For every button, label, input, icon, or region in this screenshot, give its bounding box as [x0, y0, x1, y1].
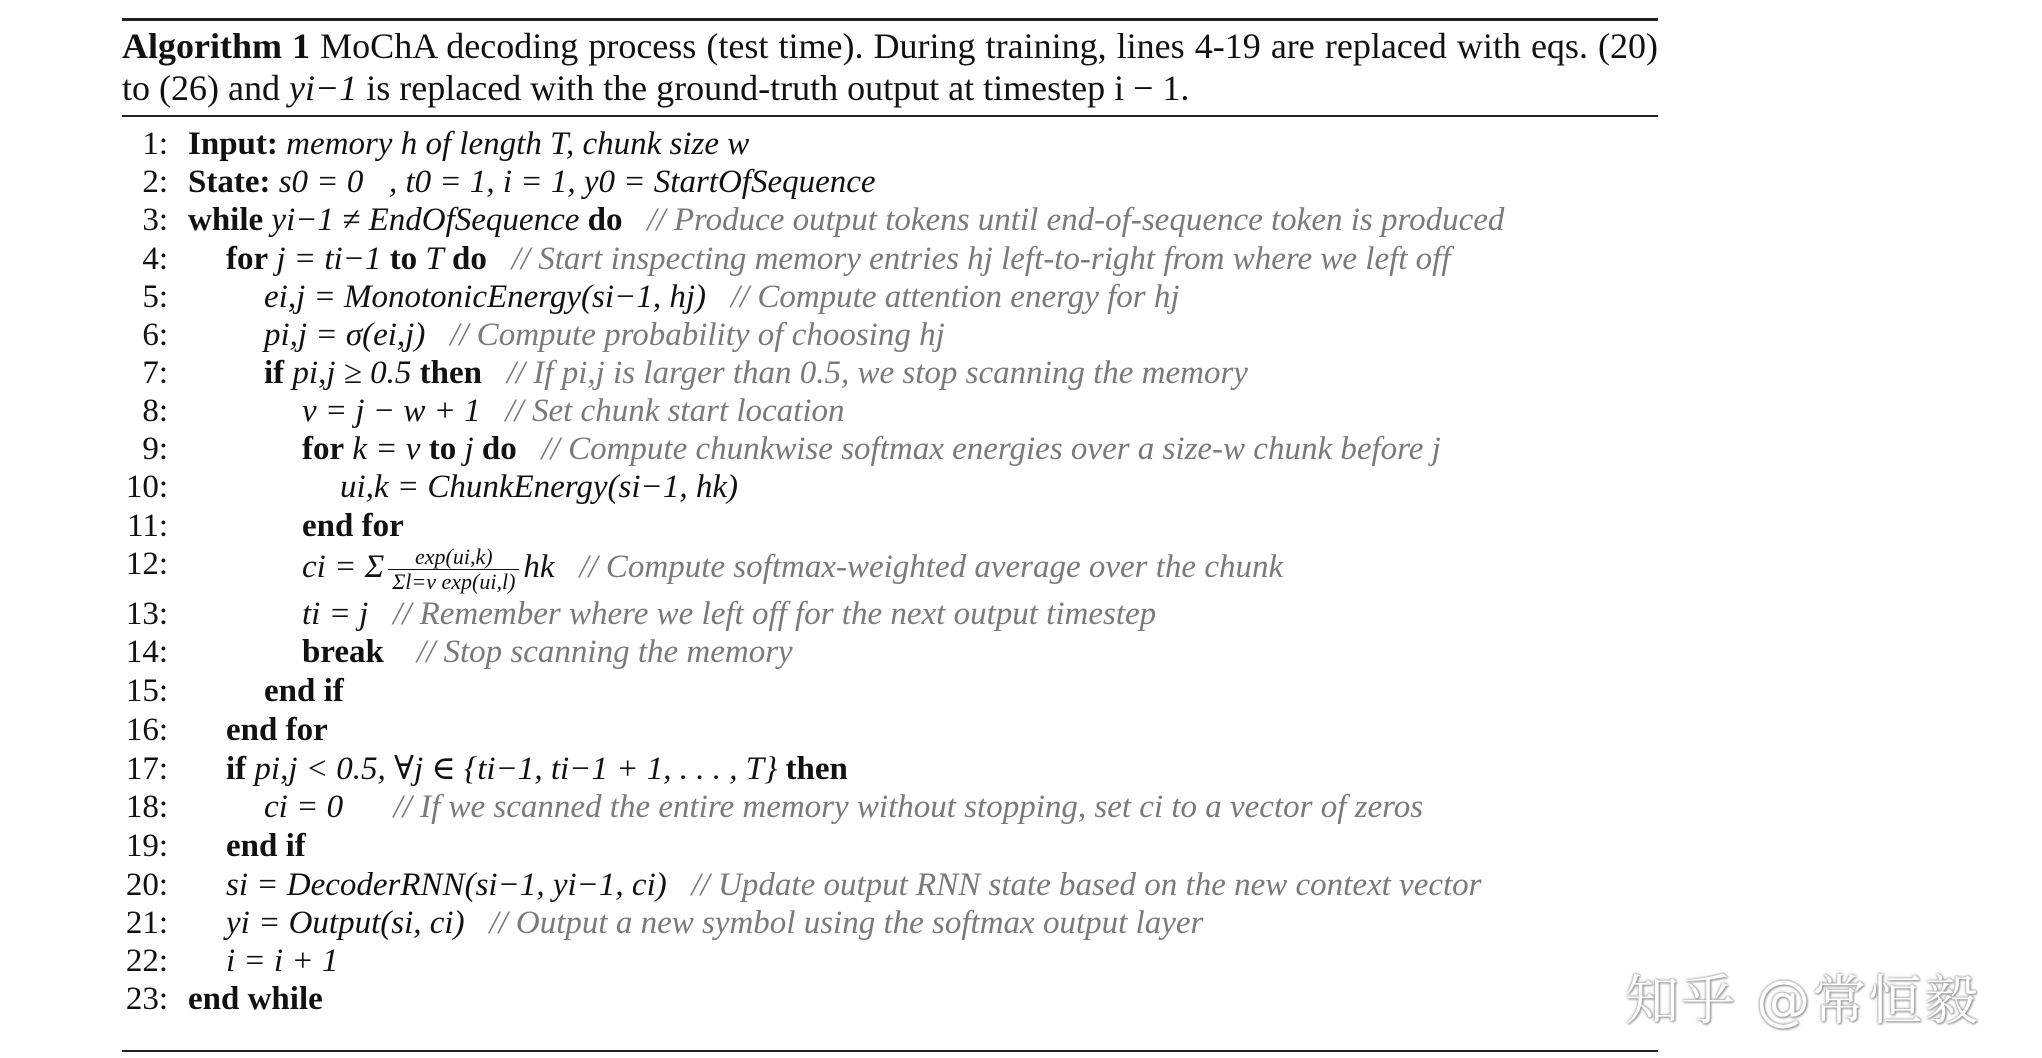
line-body [302, 430, 1441, 468]
algorithm-line [122, 595, 1658, 633]
algorithm-label: Algorithm 1 [122, 26, 311, 66]
line-body [226, 904, 1203, 942]
line-body [226, 866, 1482, 904]
algorithm-block [122, 18, 1659, 1017]
algorithm-line [122, 240, 1658, 278]
line-number: 4: [142, 241, 168, 277]
line-body [264, 316, 945, 354]
line-body [188, 163, 876, 201]
code-expression: pi,j ≥ 0.5 [292, 355, 412, 391]
line-body [264, 672, 344, 710]
line-number: 8: [142, 393, 168, 429]
code-expression: j [464, 431, 474, 467]
keyword: do [587, 202, 623, 238]
keyword: then [785, 751, 848, 787]
algorithm-line [122, 354, 1658, 392]
line-comment: // Compute probability of choosing hj [450, 317, 945, 353]
line-number: 6: [142, 317, 168, 353]
line-comment: // If we scanned the entire memory without stopping, set ci to a vector of zeros [393, 789, 1424, 825]
algorithm-line [122, 827, 1658, 865]
code-expression-tail: hk [523, 549, 555, 586]
algorithm-line [122, 278, 1658, 316]
algorithm-caption [122, 21, 1658, 109]
code-expression: pi,j = σ(ei,j) [264, 317, 426, 353]
algorithm-line [122, 788, 1658, 826]
code-expression: memory h of length T, chunk size w [286, 126, 750, 162]
keyword: to [389, 241, 418, 277]
line-number: 7: [142, 355, 168, 391]
line-body [340, 468, 738, 506]
line-body [302, 545, 1283, 594]
algorithm-line [122, 163, 1658, 201]
code-expression: j = ti−1 [276, 241, 382, 277]
fraction-numerator: exp(ui,k) [388, 545, 519, 570]
algorithm-line [122, 392, 1658, 430]
algorithm-line [122, 125, 1658, 163]
caption-rule [122, 115, 1658, 117]
algorithm-line [122, 544, 1658, 594]
algorithm-line [122, 711, 1658, 749]
line-number: 11: [127, 508, 168, 544]
line-number: 12: [125, 546, 168, 582]
keyword: end for [302, 508, 404, 544]
code-expression: ti = j [302, 596, 369, 632]
keyword: while [188, 202, 264, 238]
line-number: 5: [142, 279, 168, 315]
line-body [302, 595, 1156, 633]
line-body [302, 507, 404, 545]
line-body [302, 633, 793, 671]
line-comment: // Produce output tokens until end-of-sequence token is produced [647, 202, 1505, 238]
line-number: 17: [125, 751, 168, 787]
code-expression: si = DecoderRNN(si−1, yi−1, ci) [226, 867, 667, 903]
keyword: end if [226, 828, 306, 864]
line-body [226, 711, 328, 749]
algorithm-line [122, 633, 1658, 671]
fraction-denominator: Σl=v exp(ui,l) [392, 569, 516, 594]
fraction [388, 545, 519, 594]
line-number: 13: [125, 596, 168, 632]
line-body [226, 942, 338, 980]
line-comment: // Update output RNN state based on the new context vector [691, 867, 1482, 903]
keyword: end if [264, 673, 344, 709]
line-comment: // If pi,j is larger than 0.5, we stop scanning the memory [506, 355, 1248, 391]
keyword: State: [188, 164, 271, 200]
keyword: to [428, 431, 457, 467]
line-body [302, 392, 845, 430]
keyword: for [226, 241, 269, 277]
line-comment: // Set chunk start location [505, 393, 845, 429]
code-expression: ui,k = ChunkEnergy(si−1, hk) [340, 469, 738, 505]
keyword: do [481, 431, 517, 467]
algorithm-line [122, 750, 1658, 788]
algorithm-line [122, 866, 1658, 904]
line-comment: // Output a new symbol using the softmax output layer [489, 905, 1204, 941]
algorithm-line [122, 430, 1658, 468]
line-number: 23: [125, 981, 168, 1017]
algorithm-line [122, 201, 1658, 239]
algorithm-line [122, 904, 1658, 942]
line-comment: // Remember where we left off for the next output timestep [393, 596, 1157, 632]
code-expression: s0 = 0⃗, t0 = 1, i = 1, y0 = StartOfSequence [278, 164, 876, 200]
line-comment: // Start inspecting memory entries hj left-to-right from where we left off [511, 241, 1451, 277]
code-expression: pi,j < 0.5, ∀j ∈ {ti−1, ti−1 + 1, . . . , T} [254, 751, 778, 787]
code-expression: i = i + 1 [226, 943, 339, 979]
code-expression: ci = Σ [302, 549, 385, 586]
keyword: end for [226, 712, 328, 748]
line-comment: // Compute chunkwise softmax energies over a size-w chunk before j [541, 431, 1441, 467]
keyword: break [302, 634, 384, 670]
line-body [264, 354, 1248, 392]
keyword: do [452, 241, 487, 277]
line-number: 3: [142, 202, 168, 238]
line-comment: // Stop scanning the memory [416, 634, 793, 670]
keyword: then [419, 355, 482, 391]
line-number: 9: [142, 431, 168, 467]
line-body [264, 788, 1423, 826]
line-body [264, 278, 1180, 316]
caption-tail: is replaced with the ground-truth output at timestep i − 1. [366, 68, 1190, 108]
code-expression: v = j − w + 1 [302, 393, 481, 429]
algorithm-line [122, 316, 1658, 354]
line-body [188, 980, 323, 1018]
line-body [188, 125, 749, 163]
algorithm-line [122, 980, 1658, 1018]
keyword: if [264, 355, 285, 391]
line-number: 20: [125, 867, 168, 903]
code-expression: yi−1 ≠ EndOfSequence [271, 202, 580, 238]
code-expression: ei,j = MonotonicEnergy(si−1, hj) [264, 279, 706, 315]
line-number: 19: [125, 828, 168, 864]
line-number: 1: [142, 126, 168, 162]
line-number: 16: [125, 712, 168, 748]
line-number: 2: [142, 164, 168, 200]
caption-text: MoChA decoding process (test time). During training, lines 4-19 are replaced with eqs. (20) to (26) and [122, 26, 1659, 108]
bottom-rule [122, 1050, 1658, 1052]
line-body [188, 201, 1504, 239]
keyword: for [302, 431, 345, 467]
line-number: 22: [125, 943, 168, 979]
line-comment: // Compute attention energy for hj [730, 279, 1180, 315]
algorithm-line [122, 942, 1658, 980]
keyword: Input: [188, 126, 278, 162]
line-body [226, 240, 1451, 278]
line-number: 21: [125, 905, 168, 941]
line-comment: // Compute softmax-weighted average over the chunk [579, 549, 1284, 586]
code-expression: ci = 0⃗ [264, 789, 369, 825]
algorithm-line [122, 507, 1658, 545]
code-expression: yi = Output(si, ci) [226, 905, 465, 941]
line-body [226, 750, 848, 788]
line-body [226, 827, 306, 865]
code-expression: T [425, 241, 444, 277]
caption-math: yi−1 [288, 68, 358, 108]
code-expression: k = v [352, 431, 421, 467]
line-number: 10: [125, 469, 168, 505]
algorithm-line [122, 468, 1658, 506]
line-number: 18: [125, 789, 168, 825]
algorithm-line [122, 672, 1658, 710]
watermark: 知乎 @常恒毅 [1625, 969, 1981, 1032]
keyword: end while [188, 981, 323, 1017]
keyword: if [226, 751, 247, 787]
line-number: 15: [125, 673, 168, 709]
line-number: 14: [125, 634, 168, 670]
